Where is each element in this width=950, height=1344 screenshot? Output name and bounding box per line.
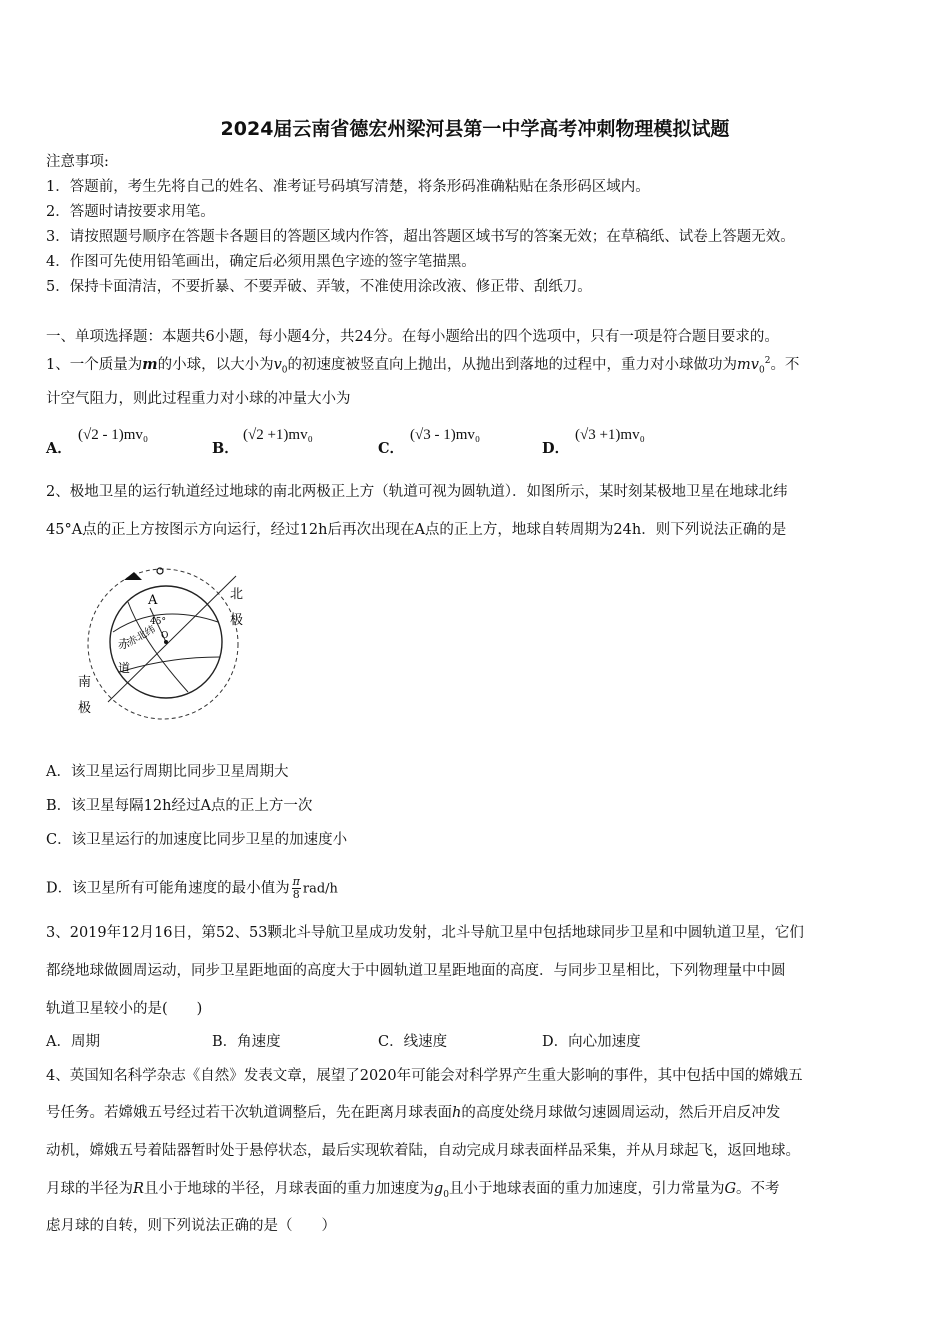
q1-option-c-formula: (√3 - 1)mv₀ — [410, 427, 481, 443]
q1-option-d-label: D． — [542, 440, 570, 457]
q2-option-a: A．该卫星运行周期比同步卫星周期大 — [46, 764, 289, 780]
label-south-2: 极 — [78, 701, 92, 716]
polar-satellite-diagram — [68, 562, 258, 727]
q4-stem-line2: 号任务。若嫦娥五号经过若干次轨道调整后，先在距离月球表面h的高度处绕月球做匀速圆周运动，然后开启反冲发 — [46, 1105, 781, 1121]
q1-stem-line2: 计空气阻力，则此过程重力对小球的冲量大小为 — [46, 391, 351, 407]
label-a: A — [148, 593, 158, 608]
q1-option-a-label: A． — [46, 440, 72, 457]
q2-stem-line2: 45°A点的正上方按图示方向运行，经过12h后再次出现在A点的正上方，地球自转周期为24h．则下列说法正确的是 — [46, 522, 787, 538]
q4-stem-line4: 月球的半径为R且小于地球的半径，月球表面的重力加速度为$g_0$且小于地球表面的重力加速度，引力常量为G。不考 — [46, 1181, 780, 1200]
notice-item: 2．答题时请按要求用笔。 — [46, 204, 215, 220]
label-lat-slanted: 赤北纬 — [126, 624, 158, 649]
q3-option-a: A．周期 — [46, 1034, 100, 1050]
q3-stem-line1: 3、2019年12月16日，第52、53颗北斗导航卫星成功发射，北斗导航卫星中包括地球同步卫星和中圆轨道卫星，它们 — [46, 925, 804, 941]
notice-item: 1．答题前，考生先将自己的姓名、准考证号码填写清楚，将条形码准确粘贴在条形码区域内。 — [46, 179, 650, 195]
q4-stem-line3: 动机，嫦娥五号着陆器暂时处于悬停状态，最后实现软着陆，自动完成月球表面样品采集，并从月球起飞，返回地球。 — [46, 1143, 800, 1159]
equator-curve — [120, 657, 220, 672]
q4-stem-line1: 4、英国知名科学杂志《自然》发表文章，展望了2020年可能会对科学界产生重大影响的事件，其中包括中国的嫦娥五 — [46, 1068, 803, 1084]
q1-stem-line1: 1、一个质量为m的小球，以大小为$v_0$的初速度被竖直向上抛出，从抛出到落地的过程中，重力对小球做功为$mv_0^2$。不 — [46, 355, 800, 376]
satellite-position-dot — [157, 568, 163, 574]
label-south-1: 南 — [78, 675, 92, 690]
label-equator-2: 道 — [118, 661, 131, 675]
q1-option-c-label: C． — [378, 440, 405, 457]
meridian-curve — [128, 602, 188, 692]
q3-option-d: D．向心加速度 — [542, 1034, 641, 1050]
q3-option-b: B．角速度 — [212, 1034, 281, 1050]
section-heading: 一、单项选择题：本题共6小题，每小题4分，共24分。在每小题给出的四个选项中，只有一项是符合题目要求的。 — [46, 329, 779, 345]
label-o: O — [161, 631, 169, 641]
page-title: 2024届云南省德宏州梁河县第一中学高考冲刺物理模拟试题 — [220, 118, 730, 140]
notice-heading: 注意事项: — [46, 154, 109, 170]
q3-stem-line2: 都绕地球做圆周运动，同步卫星距地面的高度大于中圆轨道卫星距地面的高度．与同步卫星相比，下列物理量中中圆 — [46, 963, 786, 979]
q3-stem-line3: 轨道卫星较小的是( ) — [46, 1001, 203, 1017]
q2-option-d: D．该卫星所有可能角速度的最小值为 $\frac{\pi}{8}$ rad/h — [46, 875, 338, 901]
fraction-pi-over-8: $\frac{\pi}{8}$ — [292, 875, 300, 901]
notice-item: 5．保持卡面清洁，不要折暴、不要弄破、弄皱，不准使用涂改液、修正带、刮纸刀。 — [46, 279, 592, 295]
label-equator-1: 赤 — [118, 637, 131, 651]
q3-option-c: C．线速度 — [378, 1034, 448, 1050]
label-angle: 45° — [150, 617, 166, 627]
q4-stem-line5: 虑月球的自转，则下列说法正确的是（ ） — [46, 1218, 336, 1234]
label-north-1: 北 — [230, 587, 244, 602]
q2-option-b: B．该卫星每隔12h经过A点的正上方一次 — [46, 798, 313, 814]
notice-item: 4．作图可先使用铅笔画出，确定后必须用黑色字迹的签字笔描黑。 — [46, 254, 476, 270]
q1-option-a-formula: (√2 - 1)mv₀ — [78, 427, 149, 443]
q1-option-b-formula: (√2 +1)mv₀ — [243, 427, 313, 443]
q2-stem-line1: 2、极地卫星的运行轨道经过地球的南北两极正上方（轨道可视为圆轨道）．如图所示，某时刻某极地卫星在地球北纬 — [46, 484, 788, 500]
label-north-2: 极 — [230, 613, 244, 628]
satellite-icon — [124, 572, 142, 580]
notice-item: 3．请按照题号顺序在答题卡各题目的答题区域内作答，超出答题区域书写的答案无效；在草稿纸、试卷上答题无效。 — [46, 229, 795, 245]
q2-option-c: C．该卫星运行的加速度比同步卫星的加速度小 — [46, 832, 348, 848]
q1-option-b-label: B． — [212, 440, 239, 457]
q1-option-d-formula: (√3 +1)mv₀ — [575, 427, 645, 443]
